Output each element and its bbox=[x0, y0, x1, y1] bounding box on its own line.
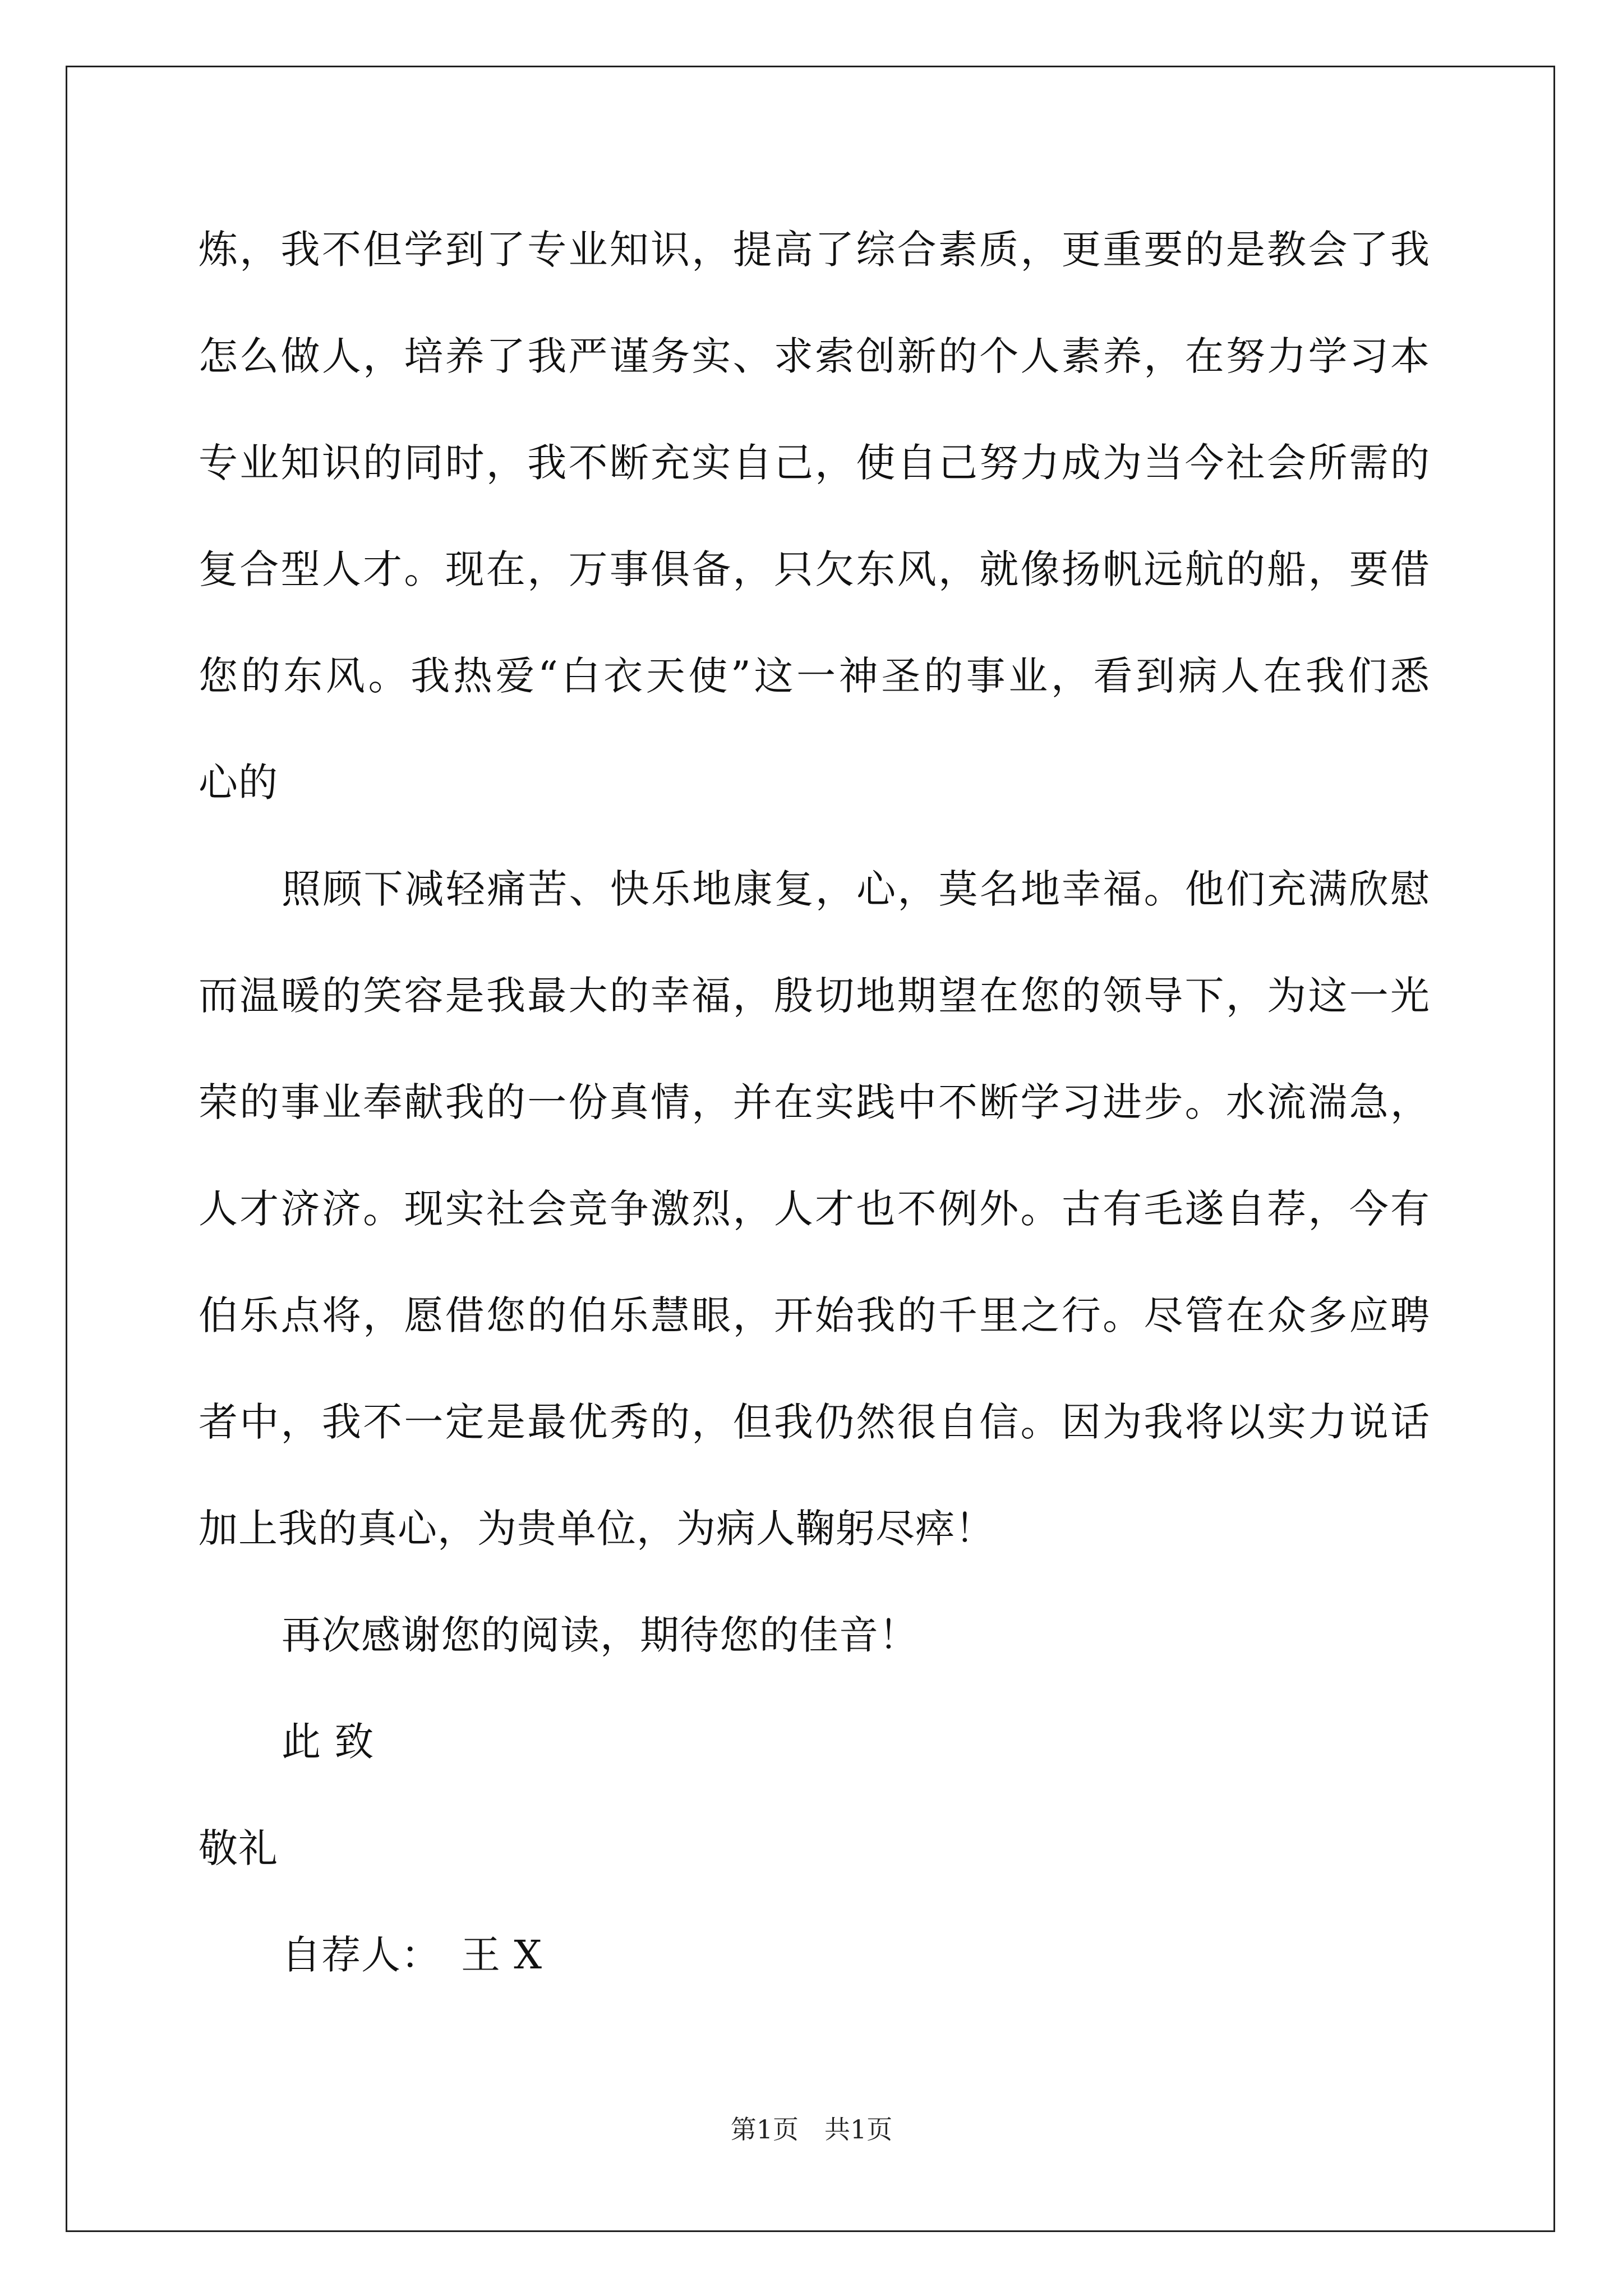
signature: 自荐人： 王 X bbox=[282, 1932, 543, 1978]
paragraph-line: 伯乐点将，愿借您的伯乐慧眼，开始我的千里之行。尽管在众多应聘 bbox=[199, 1292, 1430, 1338]
paragraph-line: 者中，我不一定是最优秀的，但我仍然很自信。因为我将以实力说话 bbox=[199, 1399, 1430, 1445]
salutation: 此 致 bbox=[282, 1719, 375, 1765]
paragraph-line: 您的东风。我热爱“白衣天使”这一神圣的事业，看到病人在我们悉 bbox=[199, 653, 1430, 699]
letter-body bbox=[199, 196, 1430, 2008]
closing-thanks: 再次感谢您的阅读，期待您的佳音！ bbox=[282, 1612, 919, 1658]
paragraph-line: 加上我的真心，为贵单位，为病人鞠躬尽瘁！ bbox=[199, 1506, 995, 1552]
paragraph-line: 照顾下减轻痛苦、快乐地康复，心，莫名地幸福。他们充满欣慰 bbox=[282, 866, 1430, 912]
paragraph-line: 专业知识的同时，我不断充实自己，使自己努力成为当今社会所需的 bbox=[199, 440, 1430, 486]
paragraph-line: 荣的事业奉献我的一份真情，并在实践中不断学习进步。水流湍急， bbox=[199, 1079, 1430, 1125]
paragraph-line: 怎么做人，培养了我严谨务实、求索创新的个人素养，在努力学习本 bbox=[199, 333, 1430, 379]
paragraph-line: 人才济济。现实社会竞争激烈，人才也不例外。古有毛遂自荐，今有 bbox=[199, 1186, 1430, 1232]
paragraph-line: 炼，我不但学到了专业知识，提高了综合素质，更重要的是教会了我 bbox=[199, 227, 1430, 273]
paragraph-line: 而温暖的笑容是我最大的幸福，殷切地期望在您的领导下，为这一光 bbox=[199, 973, 1430, 1019]
paragraph-line: 心的 bbox=[199, 760, 278, 806]
regards: 敬礼 bbox=[199, 1825, 278, 1871]
page-footer: 第1页 共1页 bbox=[730, 2114, 893, 2145]
paragraph-line: 复合型人才。现在，万事俱备，只欠东风，就像扬帆远航的船，要借 bbox=[199, 546, 1430, 592]
